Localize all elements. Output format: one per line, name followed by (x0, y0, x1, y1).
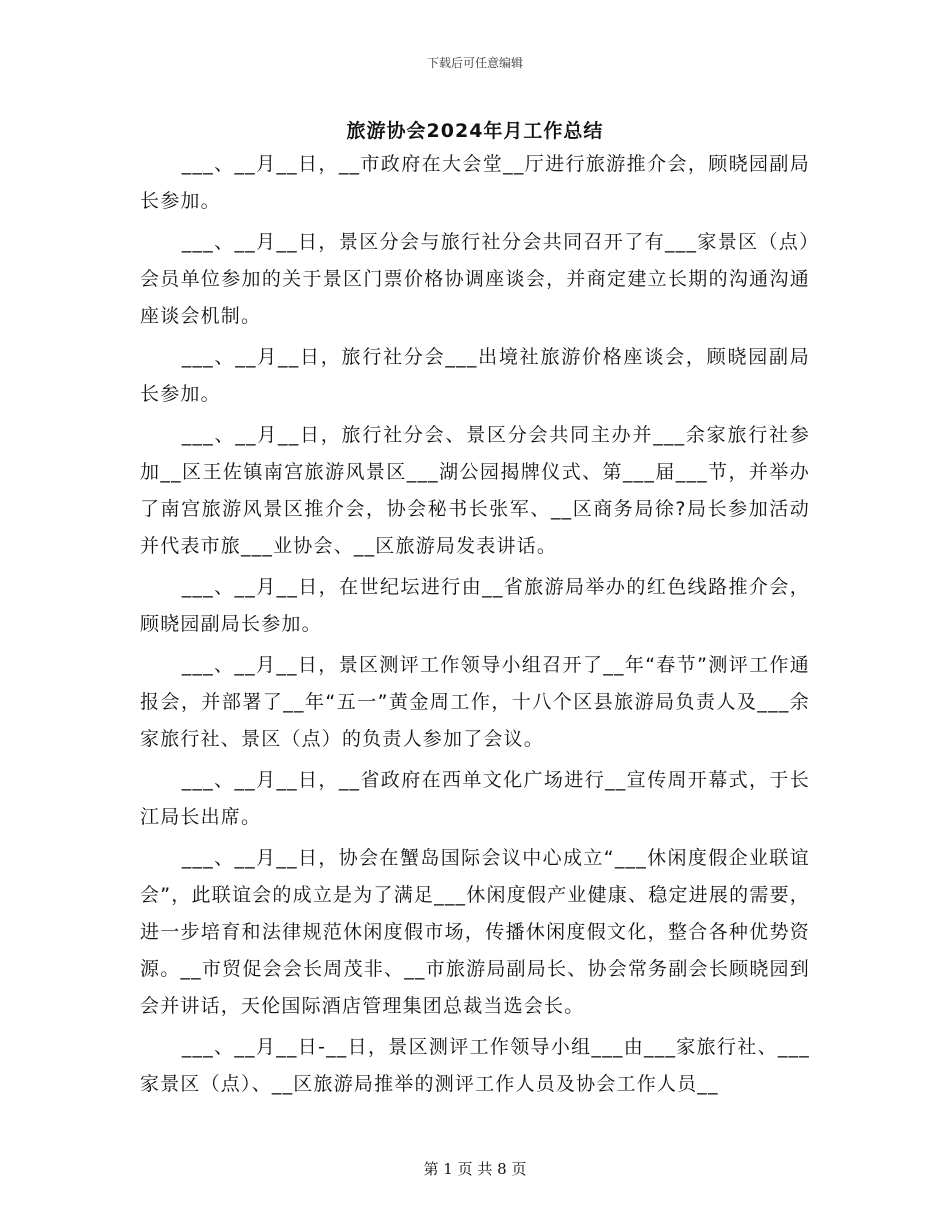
paragraph: ___、__月__日，协会在蟹岛国际会议中心成立“___休闲度假企业联谊会”，此联谊会的成立是为了满足___休闲度假产业健康、稳定进展的需要，进一步培育和法律规范休闲度假市场，传播休闲度假文化，整合各种优势资源。__市贸促会会长周茂非、__市旅游局副局长、协会常务副会长顾晓园到会并讲话，天伦国际酒店管理集团总裁当选会长。 (140, 847, 810, 1017)
header-note: 下载后可任意编辑 (426, 56, 523, 70)
paragraph: ___、__月__日，__市政府在大会堂__厅进行旅游推介会，顾晓园副局长参加。 (140, 153, 810, 212)
paragraph: ___、__月__日，旅行社分会、景区分会共同主办并___余家旅行社参加__区王佐镇南宫旅游风景区___湖公园揭牌仪式、第___届___节，并举办了南宫旅游风景区推介会，协会秘书长张军、__区商务局徐?局长参加活动并代表市旅___业协会、__区旅游局发表讲话。 (140, 424, 810, 557)
paragraph: ___、__月__日，景区分会与旅行社分会共同召开了有___家景区（点）会员单位参加的关于景区门票价格协调座谈会，并商定建立长期的沟通沟通座谈会机制。 (140, 231, 810, 327)
document-body (140, 146, 810, 1107)
paragraph: ___、__月__日，景区测评工作领导小组召开了__年“春节”测评工作通报会，并部署了__年“五一”黄金周工作，十八个区县旅游局负责人及___余家旅行社、景区（点）的负责人参加了会议。 (140, 654, 810, 750)
page-number: 第 1 页 共 8 页 (423, 1160, 527, 1178)
paragraph: ___、__月__日，__省政府在西单文化广场进行__宣传周开幕式，于长江局长出席。 (140, 769, 810, 828)
paragraph: ___、__月__日，旅行社分会___出境社旅游价格座谈会，顾晓园副局长参加。 (140, 346, 810, 405)
document-title: 旅游协会2024年月工作总结 (346, 120, 604, 142)
paragraph: ___、__月__日，在世纪坛进行由__省旅游局举办的红色线路推介会，顾晓园副局长参加。 (140, 576, 810, 635)
paragraph: ___、__月__日-__日，景区测评工作领导小组___由___家旅行社、___家景区（点）、__区旅游局推举的测评工作人员及协会工作人员__ (140, 1036, 810, 1095)
